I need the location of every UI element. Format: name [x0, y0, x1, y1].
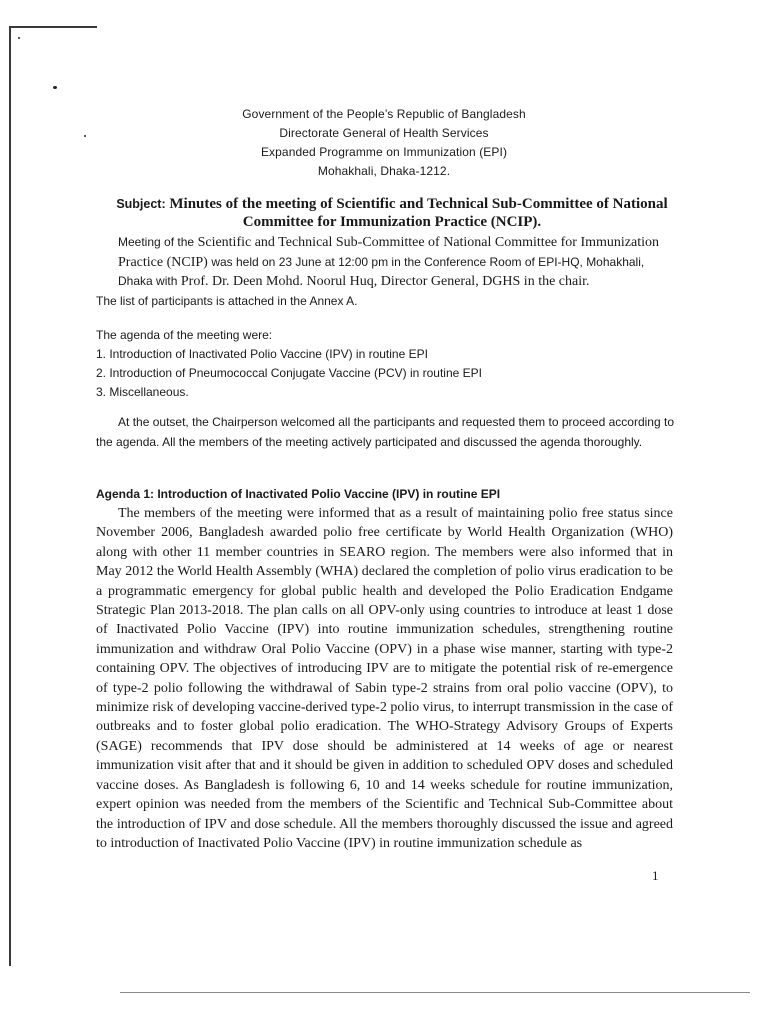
page-number: 1: [652, 868, 659, 883]
agenda-item: 2. Introduction of Pneumococcal Conjugate Vaccine (PCV) in routine EPI: [96, 366, 482, 380]
letterhead-programme: Expanded Programme on Immunization (EPI): [260, 145, 508, 159]
meeting-text-a: Meeting of the: [118, 235, 195, 249]
meeting-text-b: Scientific and Technical Sub-Committee of National Committee for Immunization Practice (NCIP): [118, 235, 659, 270]
meeting-text-d: Prof. Dr. Deen Mohd. Noorul Huq, Director General, DGHS in the chair.: [180, 274, 590, 289]
scan-speck: [18, 37, 20, 39]
scan-border-top: [9, 26, 97, 28]
subject-label: Subject:: [116, 197, 166, 211]
subject-text: Minutes of the meeting of Scientific and Technical Sub-Committee of National Committee for Immunization Practice (NCIP).: [169, 196, 668, 230]
letterhead: [0, 105, 768, 181]
letterhead-government: Government of the People’s Republic of Bangladesh: [242, 107, 526, 121]
agenda-item: 1. Introduction of Inactivated Polio Vaccine (IPV) in routine EPI: [96, 347, 428, 361]
subject-line: [112, 195, 672, 231]
agenda-list: [96, 326, 676, 402]
agenda-intro: The agenda of the meeting were:: [96, 328, 273, 342]
agenda1-heading: Agenda 1: Introduction of Inactivated Polio Vaccine (IPV) in routine EPI: [96, 487, 501, 501]
agenda-item: 3. Miscellaneous.: [96, 385, 189, 399]
meeting-paragraph: [96, 233, 676, 311]
letterhead-address: Mohakhali, Dhaka-1212.: [317, 164, 451, 178]
outset-paragraph: At the outset, the Chairperson welcomed all the participants and requested them to proceed according to the agenda. All the members of the meeting actively participated and discussed the agenda thoroughly.: [96, 415, 674, 449]
letterhead-directorate: Directorate General of Health Services: [279, 126, 489, 140]
participants-note: The list of participants is attached in the Annex A.: [96, 293, 358, 308]
scan-speck: [53, 86, 57, 89]
agenda1-body: The members of the meeting were informed that as a result of maintaining polio free status since November 2006, Bangladesh awarded polio free certificate by World Health Organization (WHO) along with other 11 member countries in SEARO region. The members were also informed that in May 2012 the World Health Assembly (WHA) declared the completion of polio virus eradication to be a programmatic emergency for global public health and developed the Polio Eradication Endgame Strategic Plan 2013-2018. The plan calls on all OPV-only using countries to introduce at least 1 dose of Inactivated Polio Vaccine (IPV) into routine immunization schedules, strengthening routine immunization and withdraw Oral Polio Vaccine (OPV) in a phase wise manner, starting with type-2 containing OPV. The objectives of introducing IPV are to mitigate the potential risk of re-emergence of type-2 polio following the withdrawal of Sabin type-2 strains from oral polio vaccine (OPV), to minimize risk of developing vaccine-derived type-2 polio virus, to interrupt transmission in the case of outbreaks and to foster global polio eradication. The WHO-Strategy Advisory Groups of Experts (SAGE) recommends that IPV dose should be administered at 14 weeks of age or nearest immunization visit after that and it should be given in addition to scheduled OPV doses and scheduled vaccine doses. As Bangladesh is following 6, 10 and 14 weeks schedule for routine immunization, expert opinion was needed from the members of the Scientific and Technical Sub-Committee about the introduction of IPV and dose schedule. All the members thoroughly discussed the issue and agreed to introduction of Inactivated Polio Vaccine (IPV) in routine immunization schedule as: [96, 506, 673, 851]
meeting-text-c: was held on 23 June at 12:00 pm in the Conference Room of EPI-HQ, Mohakhali, Dhaka with: [118, 254, 645, 288]
scan-border-bottom: [120, 992, 750, 993]
